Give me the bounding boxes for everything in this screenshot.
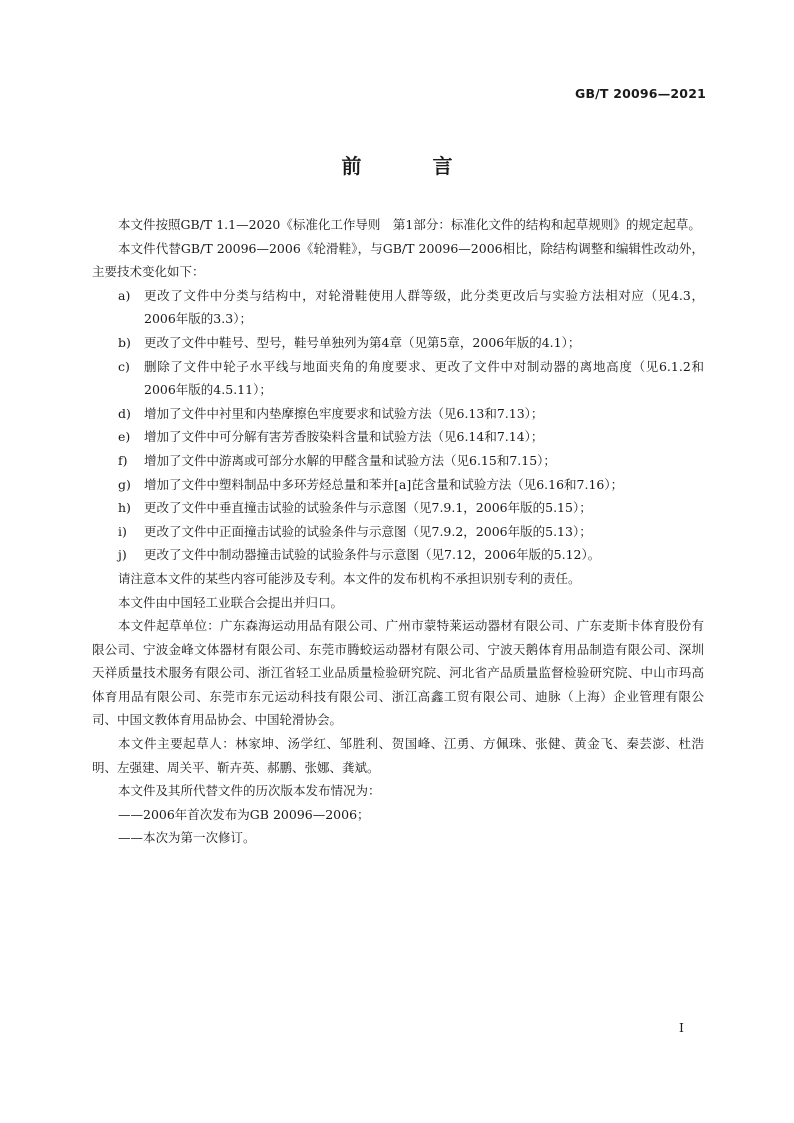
- list-item: [92, 496, 704, 520]
- list-item: [92, 543, 704, 567]
- list-item-text: 增加了文件中塑料制品中多环芳烃总量和苯并[a]芘含量和试验方法（见6.16和7.16）；: [144, 476, 624, 492]
- paragraph-drafting-rules: 本文件按照GB/T 1.1—2020《标准化工作导则 第1部分：标准化文件的结构和起草规则》的规定起草。: [118, 217, 701, 232]
- list-item-label: c): [118, 358, 130, 374]
- page-title: 前 言: [341, 154, 485, 178]
- changes-list: [92, 284, 704, 567]
- list-item-text: 更改了文件中分类与结构中，对轮滑鞋使用人群等级，此分类更改后与实验方法相对应（见4.3，2006年版的3.3）；: [144, 287, 704, 327]
- list-item-label: d): [118, 405, 131, 421]
- list-item: [92, 331, 704, 355]
- list-item-label: f): [118, 452, 128, 468]
- list-item-text: 更改了文件中鞋号、型号，鞋号单独列为第4章（见第5章，2006年版的4.1）；: [144, 334, 581, 350]
- standard-number: GB/T 20096—2021: [574, 86, 706, 101]
- list-item: [92, 402, 704, 426]
- list-item: [92, 284, 704, 331]
- paragraph-history-intro: 本文件及其所代替文件的历次版本发布情况为：: [118, 783, 381, 799]
- list-item-text: 增加了文件中衬里和内垫摩擦色牢度要求和试验方法（见6.13和7.13）；: [144, 405, 544, 421]
- list-item-text: 更改了文件中垂直撞击试验的试验条件与示意图（见7.9.1，2006年版的5.15）；: [144, 500, 592, 516]
- history-item: ——本次为第一次修订。: [118, 830, 256, 846]
- list-item-text: 更改了文件中制动器撞击试验的试验条件与示意图（见7.12，2006年版的5.12）。: [144, 547, 601, 563]
- list-item-label: g): [118, 476, 131, 492]
- list-item-text: 删除了文件中轮子水平线与地面夹角的角度要求、更改了文件中对制动器的离地高度（见6.1.2和2006年版的4.5.11）；: [144, 358, 704, 398]
- list-item-label: j): [118, 547, 127, 563]
- list-item-label: b): [118, 334, 131, 350]
- list-item: [92, 425, 704, 449]
- foreword-body: [92, 213, 704, 850]
- list-item: [92, 520, 704, 544]
- list-item: [92, 473, 704, 497]
- list-item-text: 增加了文件中可分解有害芳香胺染料含量和试验方法（见6.14和7.14）；: [144, 429, 544, 445]
- paragraph-patent-notice: 请注意本文件的某些内容可能涉及专利。本文件的发布机构不承担识别专利的责任。: [118, 570, 581, 586]
- paragraph-drafters: 本文件主要起草人：林家坤、汤学红、邹胜利、贺国峰、江勇、方佩珠、张健、黄金飞、秦芸澎、杜浩明、左强建、周关平、靳卉英、郝鹏、张娜、龚斌。: [92, 736, 704, 775]
- list-item-label: e): [118, 429, 131, 445]
- list-item-text: 增加了文件中游离或可部分水解的甲醛含量和试验方法（见6.15和7.15）；: [144, 452, 556, 468]
- page-number: I: [679, 1020, 684, 1035]
- paragraph-drafting-units: 本文件起草单位：广东森海运动用品有限公司、广州市蒙特莱运动器材有限公司、广东麦斯卡体育股份有限公司、宁波金峰文体器材有限公司、东莞市腾蛟运动器材有限公司、宁波天鹅体育用品制造有限公司、深圳天祥质量技术服务有限公司、浙江省轻工业品质量检验研究院、河北省产品质量监督检验研究院、中山市玛高体育用品有限公司、东莞市东元运动科技有限公司、浙江高鑫工贸有限公司、迪脉（上海）企业管理有限公司、中国文教体育用品协会、中国轮滑协会。: [92, 618, 704, 728]
- list-item-label: h): [118, 500, 131, 516]
- paragraph-proposer: 本文件由中国轻工业联合会提出并归口。: [118, 594, 344, 610]
- list-item-label: i): [118, 523, 127, 539]
- list-item-text: 更改了文件中正面撞击试验的试验条件与示意图（见7.9.2，2006年版的5.13）；: [144, 523, 592, 539]
- list-item: [92, 449, 704, 473]
- paragraph-replacement: 本文件代替GB/T 20096—2006《轮滑鞋》，与GB/T 20096—2006相比，除结构调整和编辑性改动外，主要技术变化如下：: [92, 240, 704, 280]
- list-item-label: a): [118, 287, 131, 303]
- history-item: ——2006年首次发布为GB 20096—2006；: [118, 806, 370, 822]
- list-item: [92, 355, 704, 402]
